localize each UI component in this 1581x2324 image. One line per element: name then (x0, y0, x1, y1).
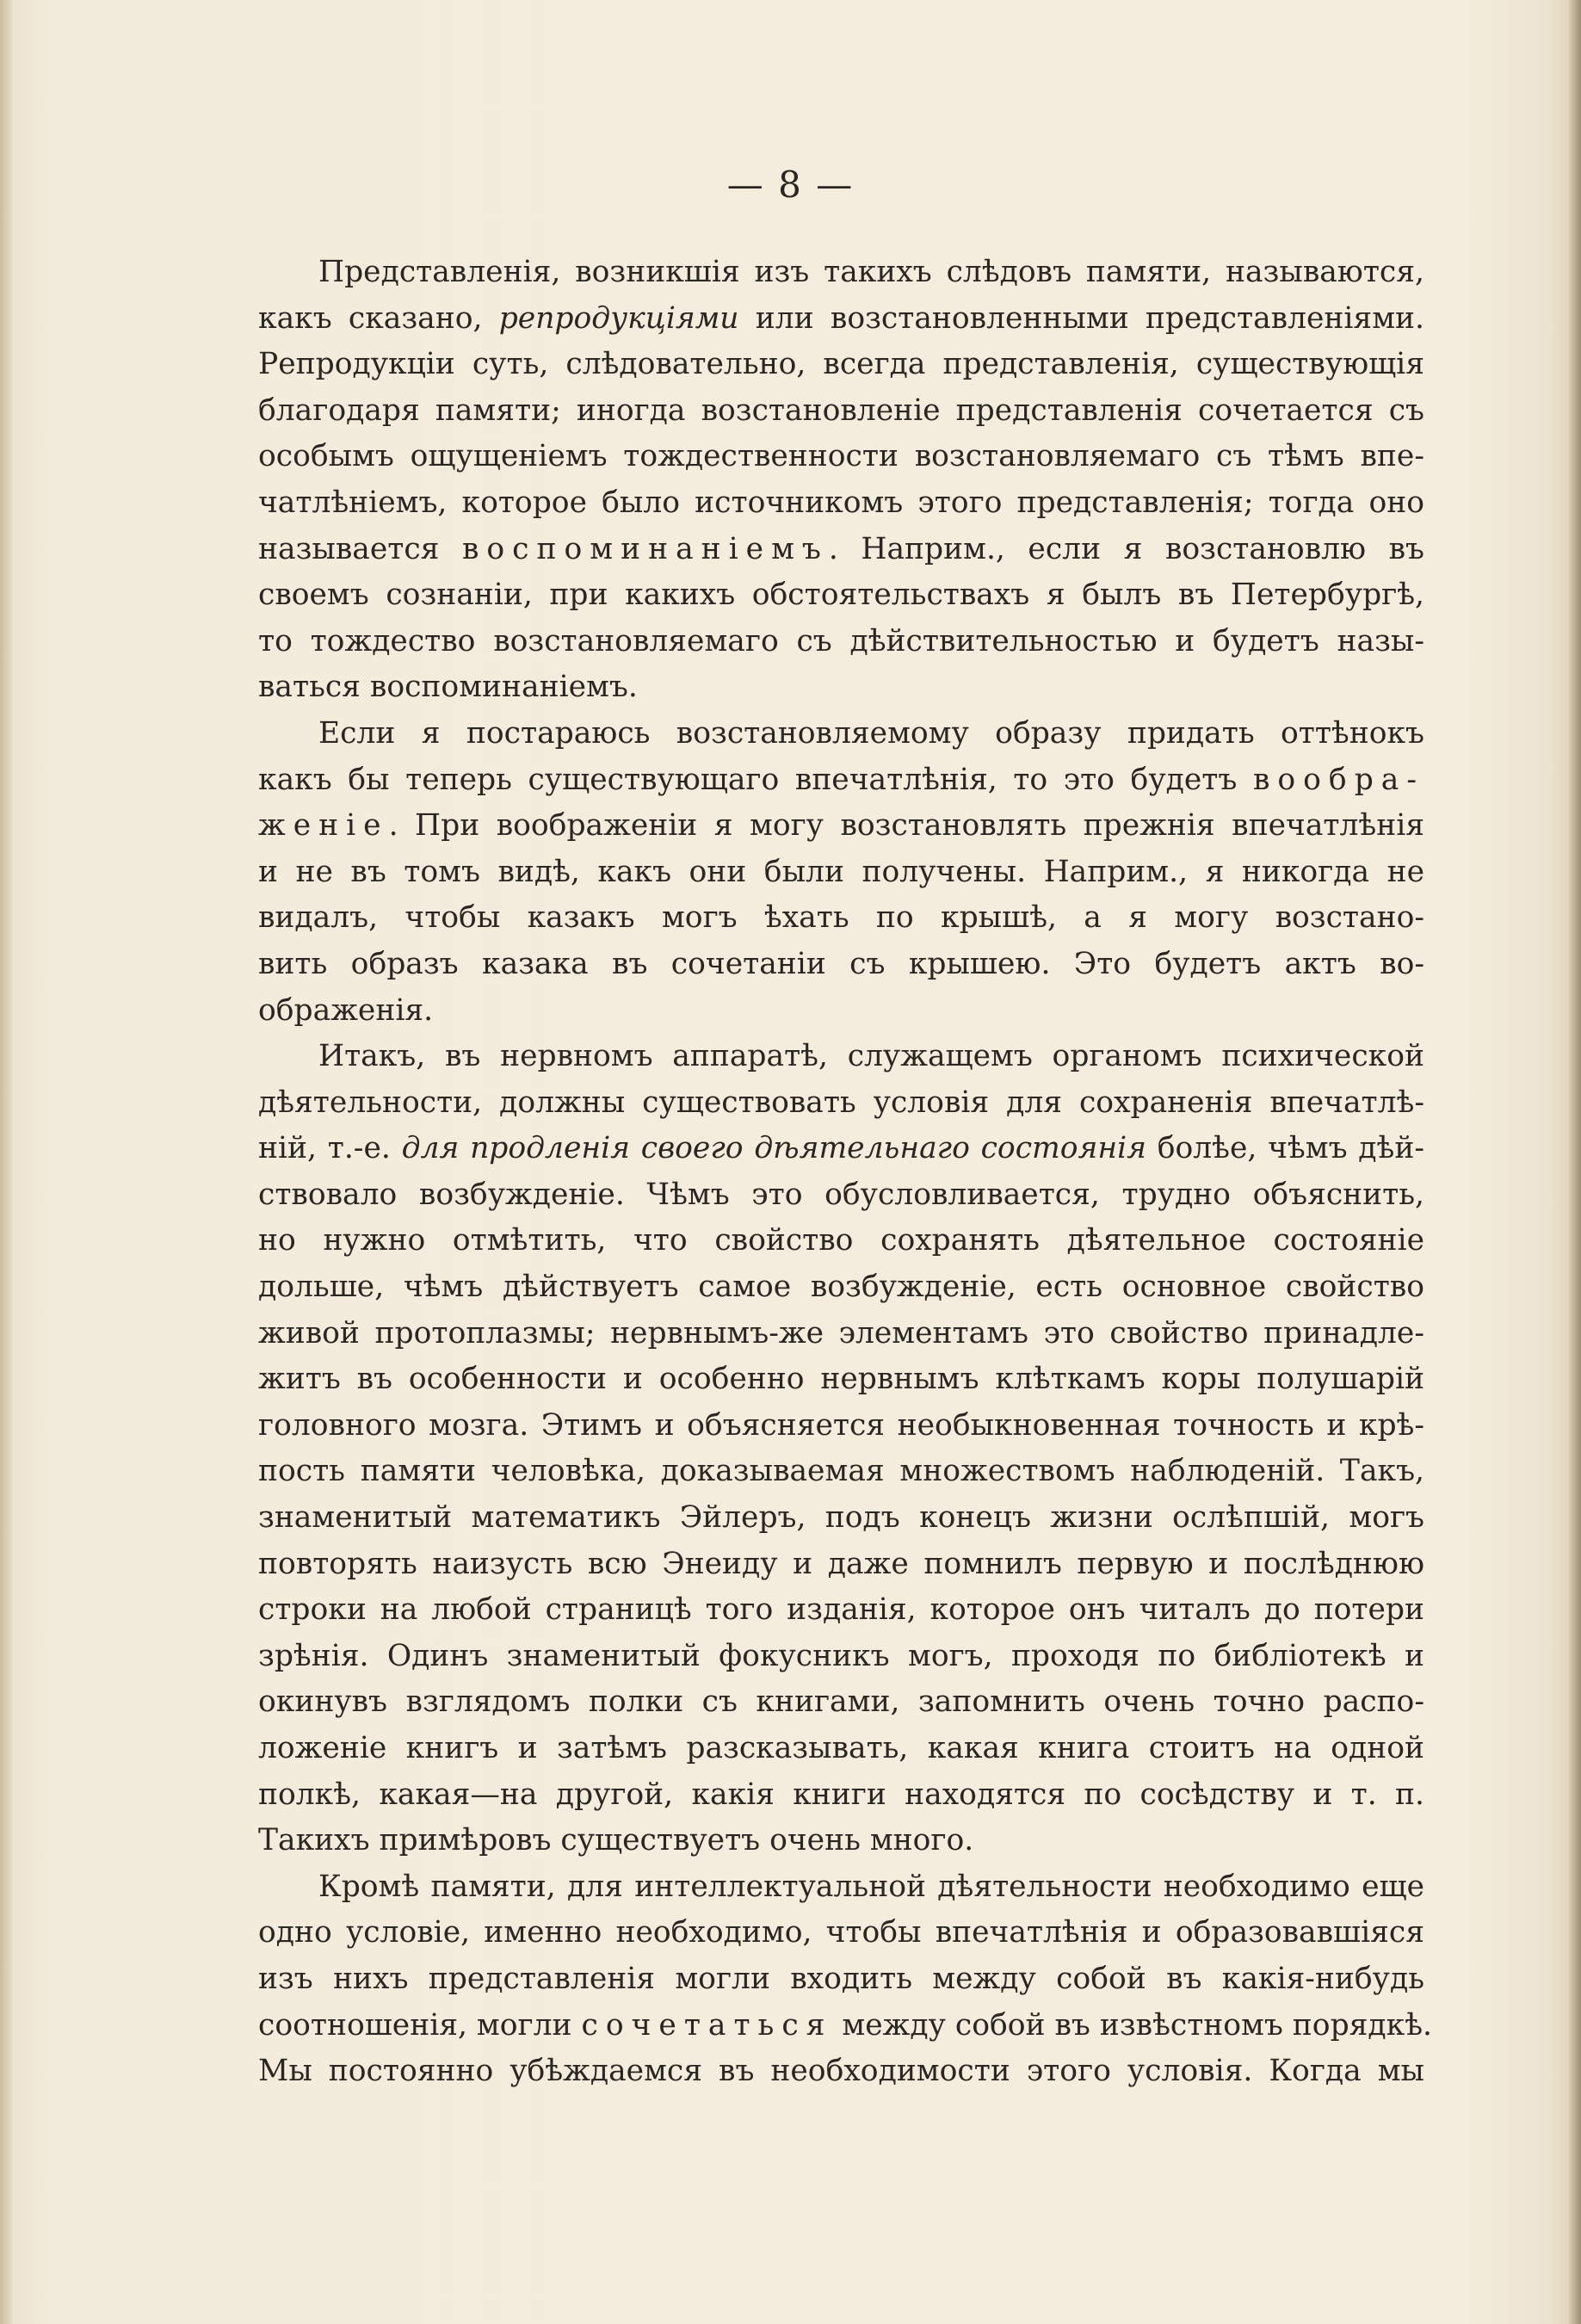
text-line (258, 1218, 1424, 1264)
text-run: чатлѣніемъ, которое было источникомъ этого представленія; тогда оно (258, 485, 1424, 520)
text-run: повторять наизусть всю Энеиду и даже помнилъ первую и послѣднюю (258, 1546, 1424, 1581)
text-run: ображенія. (258, 992, 434, 1028)
text-run: соотношенія, могли (258, 2007, 582, 2043)
text-run: ваться воспоминаніемъ. (258, 670, 638, 705)
paragraph (258, 250, 1424, 711)
text-line (258, 1587, 1424, 1634)
spaced-term: сочетаться (581, 2007, 833, 2043)
paragraph (258, 1034, 1424, 1864)
text-line (258, 1080, 1424, 1127)
text-run: Представленія, возникшія изъ такихъ слѣдовъ памяти, называются, (318, 255, 1424, 289)
text-line (258, 1126, 1424, 1172)
text-run: называется (258, 531, 462, 566)
text-run: но нужно отмѣтить, что свойство сохранять дѣятельное состояніе (258, 1223, 1424, 1258)
text-line (258, 1634, 1424, 1680)
text-run: одно условіе, именно необходимо, чтобы впечатлѣнія и образовавшіяся (258, 1915, 1424, 1950)
text-line (258, 1311, 1424, 1357)
text-run: ложеніе книгъ и затѣмъ разсказывать, какая книга стоитъ на одной (258, 1731, 1424, 1765)
page-right-edge (1569, 0, 1581, 2324)
text-line (258, 250, 1424, 296)
text-line (258, 1172, 1424, 1219)
text-run: зрѣнія. Одинъ знаменитый фокусникъ могъ, проходя по библіотекѣ и (258, 1638, 1424, 1673)
text-run: строки на любой страницѣ того изданія, которое онъ читалъ до потери (258, 1592, 1424, 1628)
text-line (258, 1449, 1424, 1495)
text-run: особымъ ощущеніемъ тождественности возстановляемаго съ тѣмъ впе- (258, 439, 1424, 474)
text-run: знаменитый математикъ Эйлеръ, подъ конецъ жизни ослѣпшій, могъ (258, 1500, 1424, 1536)
text-run: ствовало возбужденіе. Чѣмъ это обусловливается, трудно объяснить, (258, 1177, 1424, 1212)
text-line (258, 619, 1424, 665)
text-run: Кромѣ памяти, для интеллектуальной дѣятельности необходимо еще (318, 1869, 1424, 1904)
text-line (258, 1495, 1424, 1542)
text-run: житъ въ особенности и особенно нервнымъ клѣткамъ коры полушарій (258, 1362, 1424, 1397)
text-run: головного мозга. Этимъ и объясняется необыкновенная точность и крѣ- (258, 1407, 1424, 1443)
text-run: болѣе, чѣмъ дѣй- (1146, 1131, 1424, 1166)
spaced-term: воспоминаніемъ (461, 531, 829, 566)
paragraph (258, 711, 1424, 1034)
spaced-term: вообра- (1252, 762, 1424, 797)
text-line (258, 895, 1424, 942)
text-line (258, 572, 1424, 619)
text-run: видалъ, чтобы казакъ могъ ѣхать по крышѣ, а я могу возстано- (258, 900, 1424, 936)
text-run: Такихъ примѣровъ существуетъ очень много. (258, 1823, 974, 1858)
text-run: то тождество возстановляемаго съ дѣйствительностью и будетъ назы- (258, 623, 1424, 658)
text-line (258, 1864, 1424, 1911)
text-line (258, 434, 1424, 480)
text-run: какъ бы теперь существующаго впечатлѣнія, то это будетъ (258, 762, 1253, 797)
text-run: благодаря памяти; иногда возстановленіе представленія сочетается съ (258, 392, 1424, 428)
text-run: или возстановленными представленіями. (738, 300, 1424, 336)
text-run: Если я постараюсь возстановляемому образу придать оттѣнокъ (318, 715, 1424, 751)
spaced-term: женіе (258, 808, 389, 844)
text-run: дольше, чѣмъ дѣйствуетъ самое возбужденіе, есть основное свойство (258, 1270, 1424, 1305)
text-line (258, 1034, 1424, 1080)
text-run: изъ нихъ представленія могли входить между собой въ какія-нибудь (258, 1961, 1424, 1996)
text-line (258, 1956, 1424, 2003)
text-run: дѣятельности, должны существовать условія для сохраненія впечатлѣ- (258, 1085, 1424, 1120)
text-line (258, 1910, 1424, 1956)
page-number: — 8 — (726, 164, 855, 206)
text-line (258, 1726, 1424, 1772)
text-run: и не въ томъ видѣ, какъ они были получены. Наприм., я никогда не (258, 854, 1424, 889)
body-text (258, 250, 1432, 2095)
text-line (258, 2049, 1424, 2095)
text-line (258, 1542, 1424, 1588)
text-run: живой протоплазмы; нервнымъ-же элементамъ это свойство принадле- (258, 1315, 1424, 1351)
text-line (258, 388, 1424, 435)
text-line (258, 711, 1424, 757)
text-line (258, 1403, 1424, 1449)
text-run: . При воображеніи я могу возстановлять прежнія впечатлѣнія (388, 808, 1424, 844)
text-line (258, 942, 1424, 988)
text-line (258, 527, 1424, 573)
text-run: пость памяти человѣка, доказываемая множествомъ наблюденій. Такъ, (258, 1454, 1424, 1489)
text-line (258, 850, 1424, 896)
italic-term: репродукціями (498, 300, 739, 336)
text-run: . Наприм., если я возстановлю въ (828, 531, 1424, 566)
text-line (258, 803, 1424, 850)
text-run: Мы постоянно убѣждаемся въ необходимости этого условія. Когда мы (258, 2054, 1424, 2089)
text-line (258, 1679, 1424, 1726)
text-line (258, 1264, 1424, 1311)
italic-term: для продленія своего дѣятельнаго состоянія (401, 1131, 1146, 1166)
text-run: Репродукціи суть, слѣдовательно, всегда представленія, существующія (258, 347, 1424, 382)
text-run: Итакъ, въ нервномъ аппаратѣ, служащемъ органомъ психической (318, 1039, 1424, 1074)
text-line (258, 1818, 1424, 1864)
text-line (258, 342, 1424, 388)
text-run: своемъ сознаніи, при какихъ обстоятельствахъ я былъ въ Петербургѣ, (258, 578, 1424, 613)
text-run: вить образъ казака въ сочетаніи съ крышею. Это будетъ актъ во- (258, 946, 1424, 981)
text-line (258, 664, 1424, 711)
text-line (258, 757, 1424, 804)
text-line (258, 296, 1424, 343)
text-run: ній, т.-е. (258, 1131, 402, 1166)
text-line (258, 2003, 1432, 2049)
page-left-edge (0, 0, 12, 2324)
text-line (258, 1357, 1424, 1403)
text-line (258, 988, 1424, 1035)
text-run: окинувъ взглядомъ полки съ книгами, запомнить очень точно распо- (258, 1684, 1424, 1720)
text-run: какъ сказано, (258, 300, 499, 336)
paragraph (258, 1864, 1432, 2095)
text-line (258, 1772, 1424, 1819)
text-line (258, 480, 1424, 527)
text-run: полкѣ, какая—на другой, какія книги находятся по сосѣдству и т. п. (258, 1777, 1424, 1812)
text-run: между собой въ извѣстномъ порядкѣ. (832, 2007, 1432, 2043)
